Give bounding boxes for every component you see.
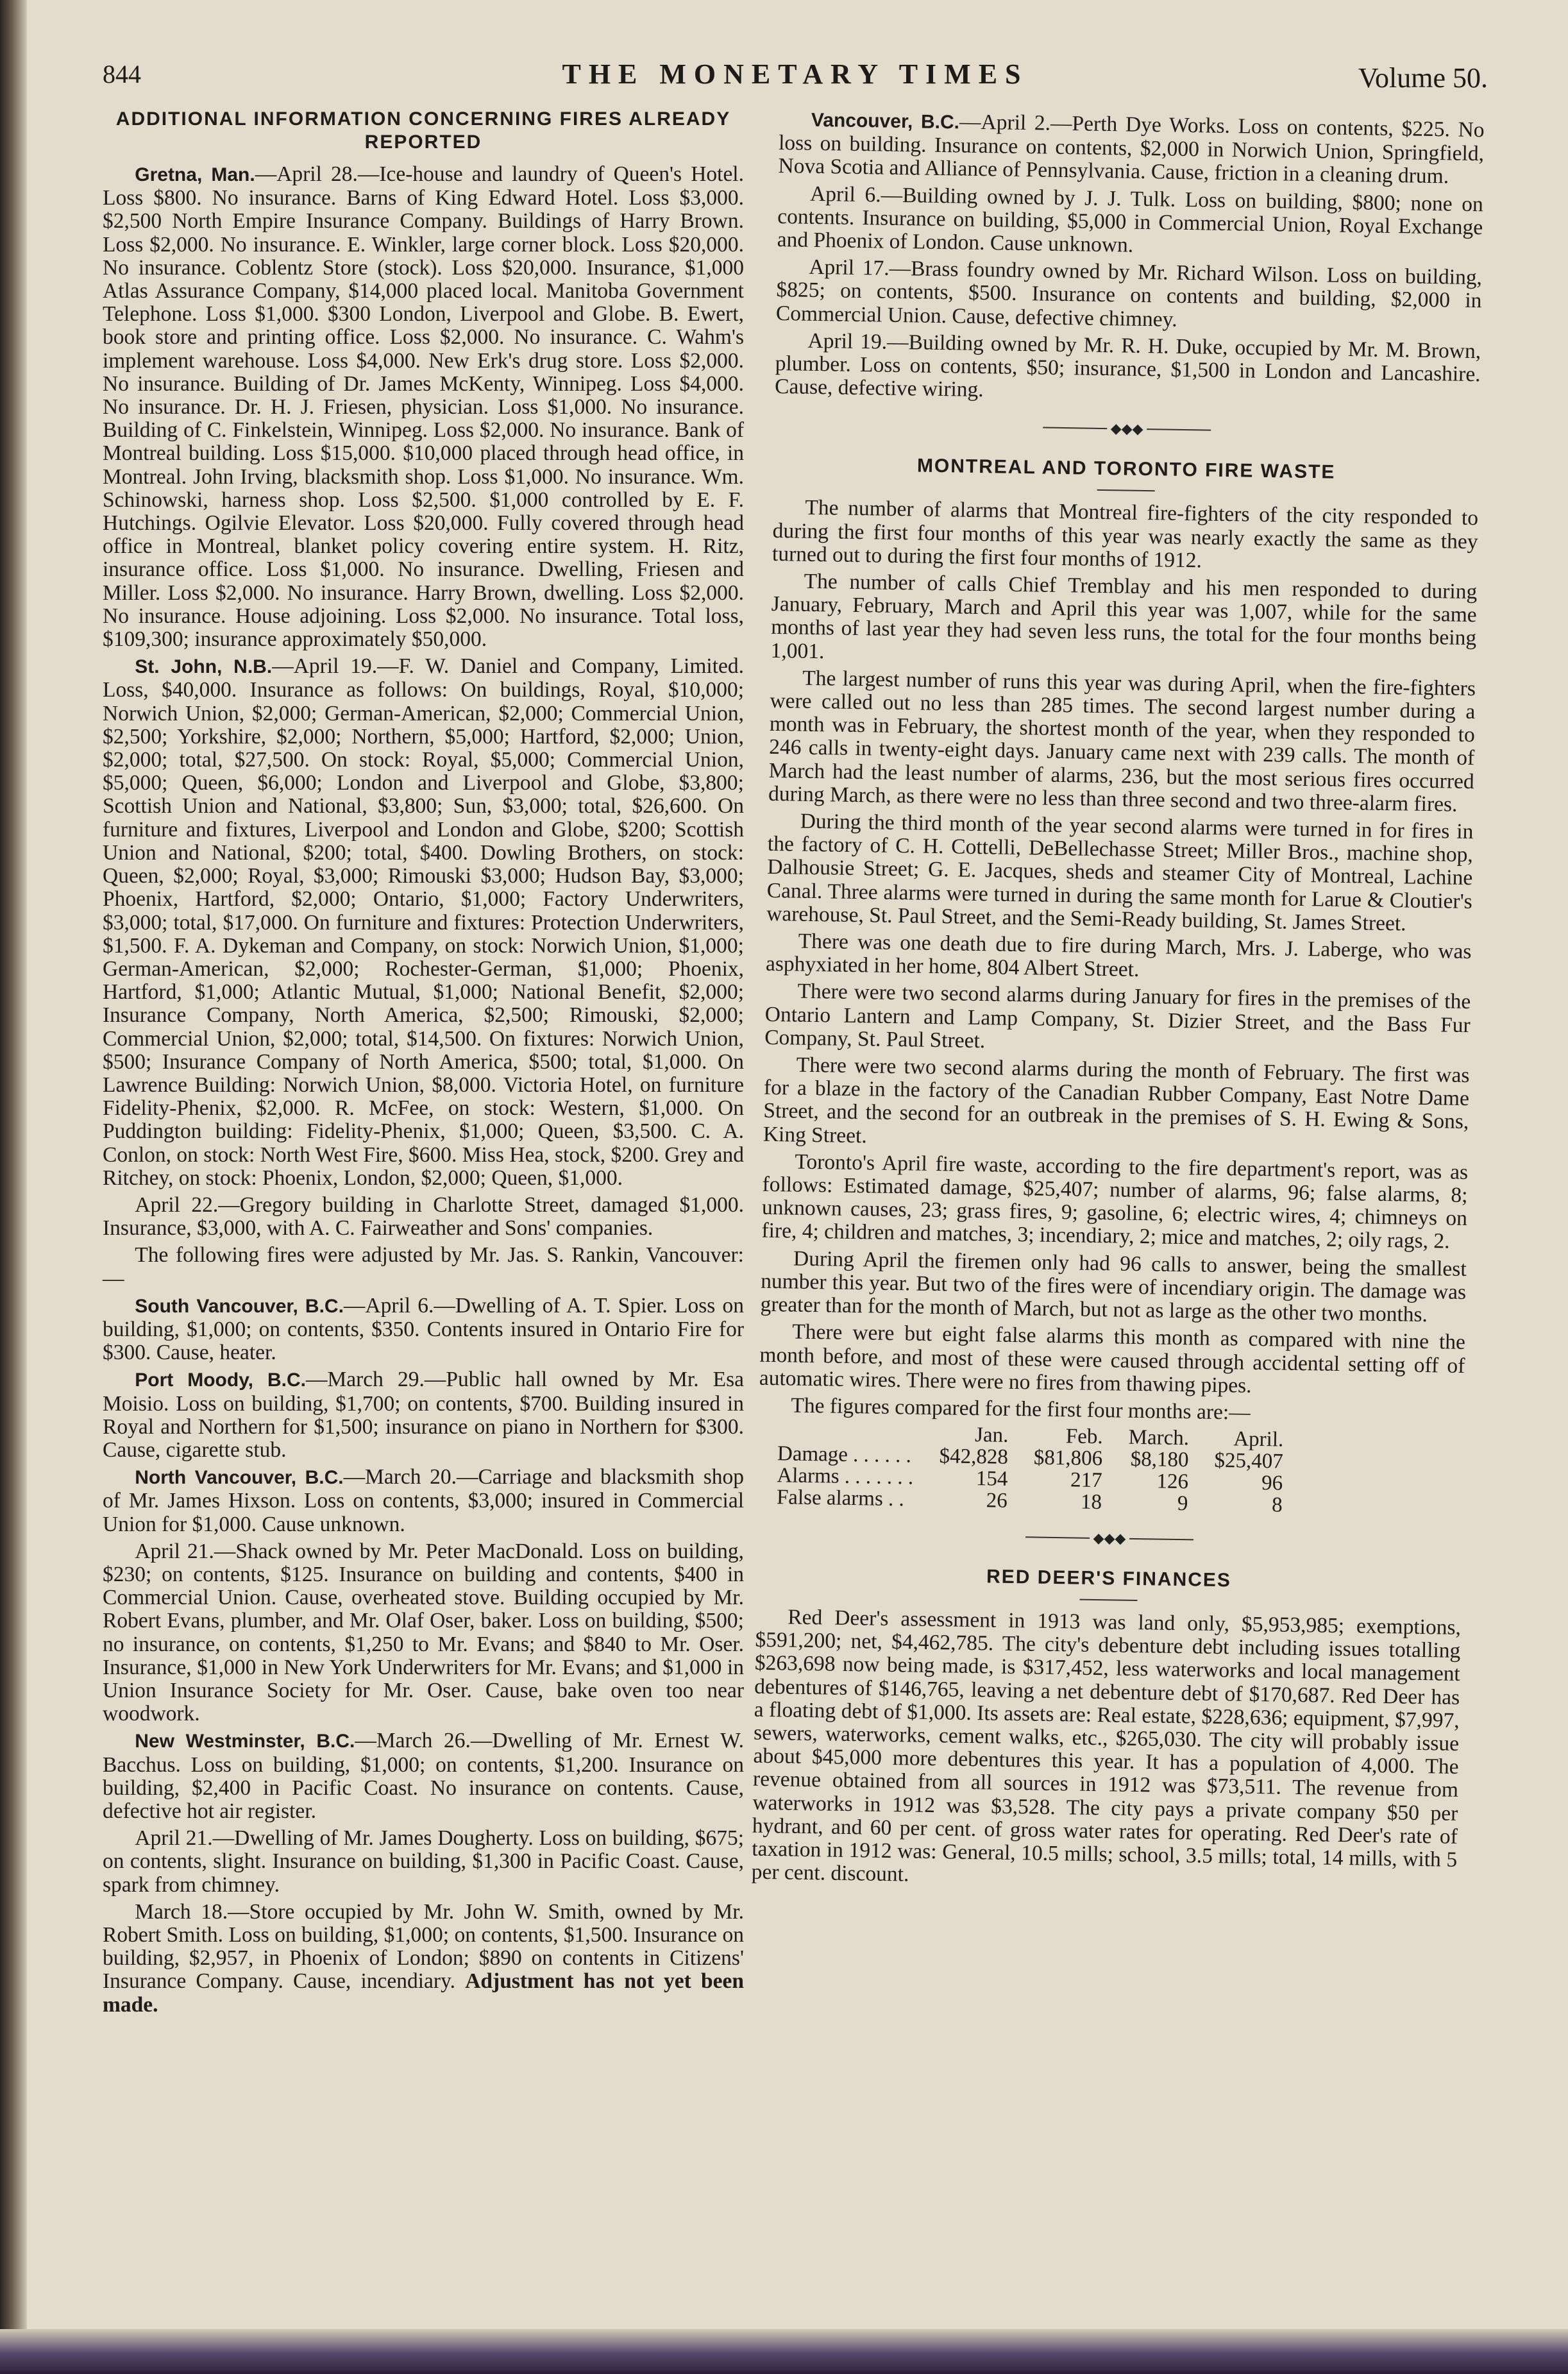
table-cell: 8 — [1271, 1493, 1283, 1517]
place-name: Port Moody, B.C. — [135, 1369, 306, 1391]
page-number: 844 — [103, 60, 141, 89]
new-westminster-report-2: April 21.—Dwelling of Mr. James Dougherty. Loss on building, $675; on contents, slight. Insurance on building, $1,300 in Pacific Coast. Cause, spark from chimney. — [103, 1826, 744, 1897]
section-ornament: ◆◆◆ — [757, 1525, 1462, 1551]
table-header-cell — [777, 1421, 914, 1445]
report-text: —March 20.—Carriage and blacksmith shop of Mr. James Hixson. Loss on contents, $3,000; insured in Commercial Union for $1,000. Cause unknown. — [103, 1465, 744, 1536]
reddeer-paragraph: Red Deer's assessment in 1913 was land only, $5,953,985; exemptions, $591,200; net, $4,462,785. The city's debenture debt including issues totalling $263,698 now being made, is $317,452, less waterworks and local management debentures of $146,765, leaving a net debenture debt of $170,687. Red Deer has a floating debt of $1,000. Its assets are: Real estate, $228,636; equipment, $7,997, sewers, waterworks, cement walks, etc., $265,030. The city will probably issue about $45,000 more debentures this year. It has a population of 4,000. The revenue obtained from all sources in 1912 was $73,511. The revenue from waterworks in 1912 was $3,528. The city pays a private company $50 per hydrant, and 60 per cent. of gross water rates for operating. Red Deer's rate of taxation in 1912 was: General, 10.5 mills; school, 3.5 mills; total, 14 mills, with 5 per cent. discount. — [751, 1605, 1462, 1886]
report-text: —March 26.—Dwelling of Mr. Ernest W. Bacchus. Loss on building, $1,000; on contents, $1,200. Insurance on building, $2,400 in Pacific Coast. No insurance on contents. Cause, defective hot air register. — [103, 1729, 744, 1824]
port-moody-report — [103, 1368, 744, 1462]
waste-paragraph: The number of alarms that Montreal fire-fighters of the city responded to during the first four months of this year was nearly exactly the same as they turned out to during the first four months of 1912. — [771, 496, 1479, 573]
table-cell: 26 — [986, 1489, 1008, 1513]
stjohn-report-2: April 22.—Gregory building in Charlotte Street, damaged $1,000. Insurance, $3,000, with A. C. Fairweather and Sons' companies. — [103, 1192, 744, 1241]
place-name: St. John, N.B. — [135, 656, 273, 678]
place-name: Vancouver, B.C. — [811, 109, 960, 133]
page-bottom-edge — [0, 2329, 1568, 2374]
report-text: —April 2.—Perth Dye Works. Loss on contents, $225. No loss on building. Insurance on contents, $2,000 in Norwich Union, Springfield, Nova Scotia and Alliance of Pennsylvania. Cause, friction in a cleaning drum. — [778, 110, 1485, 189]
vancouver-report-3: April 17.—Brass foundry owned by Mr. Richard Wilson. Loss on building, $825; on contents, $500. Insurance on contents and building, $2,000 in Commercial Union. Cause, defective chimney. — [775, 255, 1483, 332]
page-binding-edge — [0, 0, 27, 2374]
stjohn-report — [103, 655, 744, 1190]
table-cell: $25,407 — [1214, 1449, 1284, 1473]
heading-rule — [1080, 1599, 1138, 1601]
adjustment-note: Adjustment has not yet been made. — [103, 1969, 745, 2017]
table-cell: 217 — [1070, 1468, 1102, 1493]
left-column — [103, 108, 744, 2021]
waste-paragraph: The number of calls Chief Tremblay and his men responded to during January, February, March and April this year was 1,007, while for the same months of last year they had seven less runs, the total for the four months being 1,001. — [770, 569, 1478, 663]
table-cell: 18 — [1080, 1490, 1102, 1514]
table-cell: 96 — [1261, 1471, 1283, 1495]
section-ornament: ◆◆◆ — [774, 415, 1479, 441]
table-cell: 154 — [975, 1467, 1008, 1491]
table-cell: $42,828 — [939, 1445, 1009, 1469]
reddeer-heading: RED DEER'S FINANCES — [986, 1566, 1232, 1591]
vancouver-report — [778, 108, 1485, 189]
table-cell: $8,180 — [1130, 1447, 1189, 1472]
table-header-cell: Jan. — [974, 1423, 1009, 1447]
waste-heading: MONTREAL AND TORONTO FIRE WASTE — [916, 455, 1336, 484]
table-cell: 126 — [1156, 1470, 1189, 1494]
south-vancouver-report — [103, 1294, 744, 1365]
right-column — [751, 108, 1484, 1899]
table-header-cell: Feb. — [1065, 1425, 1103, 1449]
waste-paragraph: During the third month of the year second alarms were turned in for fires in the factory of C. H. Cottelli, DeBellechasse Street; Miller Bros., machine shop, Dalhousie Street; G. E. Jacques, sheds and steamer City of Montreal, Lachine Canal. Three alarms were turned in during the same month for Larue & Cloutier's warehouse, St. Paul Street, and the Semi-Ready building, St. James Street. — [766, 809, 1474, 936]
publication-title: THE MONETARY TIMES — [562, 58, 1029, 90]
waste-paragraph: Toronto's April fire waste, according to the fire department's report, was as follows: Estimated damage, $25,407; number of alarms, 96; false alarms, 8; unknown causes, 23; grass fires, 9; gasoline, 6; electric wires, 4; chimneys on fire, 4; children and matches, 3; incendiary, 2; mice and matches, 2; oily rags, 2. — [761, 1149, 1469, 1254]
waste-paragraph: There were but eight false alarms this month as compared with nine the month before, and most of these were caused through accidental setting off of automatic wires. There were no fires from thawing pipes. — [759, 1319, 1466, 1398]
vancouver-report-2: April 6.—Building owned by J. J. Tulk. Loss on building, $800; none on contents. Insurance on building, $5,000 in Commercial Union, Royal Exchange and Phoenix of London. Cause unknown. — [777, 182, 1484, 257]
heading-rule — [1097, 489, 1155, 491]
table-header-cell: April. — [1233, 1427, 1284, 1452]
north-vancouver-report-2: April 21.—Shack owned by Mr. Peter MacDonald. Loss on building, $230; on contents, $125. Insurance on building and contents, $400 in Commercial Union. Cause, overheated stove. Building occupied by Mr. Robert Evans, plumber, and Mr. Olaf Oser, baker. Loss on building, $500; no insurance, on contents, $1,250 to Mr. Evans; and $840 to Mr. Oser. Insurance, $1,000 in New York Underwriters for Mr. Evans; and $1,000 in Union Insurance Society for Mr. Oser. Cause, bake oven too near woodwork. — [103, 1539, 744, 1726]
volume-label: Volume 50. — [1358, 62, 1488, 94]
rankin-intro: The following fires were adjusted by Mr. Jas. S. Rankin, Vancouver:— — [103, 1243, 744, 1291]
report-text: —April 19.—F. W. Daniel and Company, Limited. Loss, $40,000. Insurance as follows: On buildings, Royal, $10,000; Norwich Union, $2,000; German-American, $2,000; Commercial Union, $2,500; Yorkshire, $2,000; Northern, $5,000; Hartford, $2,000; Union, $2,000; total, $27,500. On stock: Royal, $5,000; Commercial Union, $5,000; Queen, $6,000; London and Liverpool and Globe, $3,800; Scottish Union and National, $3,800; Sun, $3,000; total, $26,600. On furniture and fixtures, Liverpool and London and Globe, $200; Scottish Union and National, $200; total, $400. Dowling Brothers, on stock: Queen, $2,000; Royal, $3,000; Rimouski $3,000; Hudson Bay, $3,000; Phoenix, Hartford, $2,000; Ontario, $1,000; Factory Underwriters, $3,000; total, $17,000. On furniture and fixtures: Protection Underwriters, $1,500. F. A. Dykeman and Company, on stock: Norwich Union, $1,000; German-American, $2,000; Rochester-German, $1,000; Phoenix, Hartford, $1,000; Atlantic Mutual, $1,000; National Benefit, $2,000; Insurance Company, North America, $2,500; Rimouski, $2,000; Commercial Union, $2,000; total, $14,500. On fixtures: Norwich Union, $500; Insurance Company of North America, $500; total, $1,000. On Lawrence Building: Norwich Union, $8,000. Victoria Hotel, on furniture Fidelity-Phenix, $2,000. R. McFee, on stock: Western, $1,000. On Puddington building: Fidelity-Phenix, $1,000; Queen, $3,500. C. A. Conlon, on stock: North West Fire, $600. Miss Hea, stock, $200. Grey and Ritchey, on stock: Phoenix, London, $2,000; Queen, $1,000. — [103, 654, 745, 1190]
table-cell: $81,806 — [1033, 1446, 1103, 1471]
table-header-cell: March. — [1128, 1425, 1190, 1450]
vancouver-report-4: April 19.—Building owned by Mr. R. H. Duke, occupied by Mr. M. Brown, plumber. Loss on contents, $50; insurance, $1,500 in London and Lancashire. Cause, defective wiring. — [774, 328, 1481, 402]
waste-paragraph: The figures compared for the first four months are:— — [791, 1393, 1251, 1425]
row-label: False alarms . . — [776, 1486, 905, 1511]
gretna-report — [103, 163, 744, 651]
waste-paragraph: The largest number of runs this year was during April, when the fire-fighters were called out no less than 285 times. The second largest number during a month was in February, the shortest month of the year, when they responded to 246 calls in twenty-eight days. January came next with 239 calls. The month of March had the least number of alarms, 236, but the most serious fires occurred during March, as there were no less than three second and two three-alarm fires. — [768, 666, 1476, 817]
report-text: March 18.—Store occupied by Mr. John W. Smith, owned by Mr. Robert Smith. Loss on building, $1,000; on contents, $1,500. Insurance on building, $2,957, in Phoenix of London; $890 on contents in Citizens' Insurance Company. Cause, incendiary. — [103, 1899, 744, 1994]
waste-paragraph: There were two second alarms during the month of February. The first was for a blaze in the factory of the Canadian Rubber Company, East Notre Dame Street, and the second for an outbreak in the premises of S. H. Ewing & Sons, King Street. — [763, 1053, 1470, 1148]
report-text: —March 29.—Public hall owned by Mr. Esa Moisio. Loss on building, $1,700; on contents, $700. Building insured in Royal and Northern for $1,500; insurance on piano in Northern for $300. Cause, cigarette stub. — [103, 1368, 744, 1462]
row-label: Damage . . . . . . — [777, 1442, 912, 1468]
north-vancouver-report — [103, 1466, 744, 1536]
report-text: —April 28.—Ice-house and laundry of Queen's Hotel. Loss $800. No insurance. Barns of King Edward Hotel. Loss $3,000. $2,500 North Empire Insurance Company. Buildings of Harry Brown. Loss $2,000. No insurance. E. Winkler, large corner block. Loss $20,000. No insurance. Coblentz Store (stock). Loss $20,000. Insurance, $1,000 Atlas Assurance Company, $14,000 placed local. Manitoba Government Telephone. Loss $1,000. $300 London, Liverpool and Globe. B. Ewert, book store and printing office. Loss $2,000. No insurance. C. Wahm's implement warehouse. Loss $4,000. New Erk's drug store. Loss $2,000. No insurance. Building of Dr. James McKenty, Winnipeg. Loss $4,000. No insurance. Dr. H. J. Friesen, physician. Loss $1,000. No insurance. Building of C. Finkelstein, Winnipeg. Loss $2,000. No insurance. Bank of Montreal building. Loss $15,000. $10,000 placed through head office, in Montreal. John Irving, blacksmith shop. Loss $1,000. No insurance. Wm. Schinowski, harness shop. Loss $2,500. $1,000 controlled by E. F. Hutchings. Ogilvie Elevator. Loss $20,000. Fully covered through head office in Montreal, blanket policy covering entire system. H. Ritz, insurance office. Loss $1,000. No insurance. Dwelling, Friesen and Miller. Loss $2,000. No insurance. Harry Brown, dwelling. Loss $2,000. No insurance. House adjoining. Loss $2,000. No insurance. Total loss, $109,300; insurance approximately $50,000. — [103, 162, 744, 652]
fires-heading: ADDITIONAL INFORMATION CONCERNING FIRES ALREADY REPORTED — [115, 108, 731, 153]
place-name: South Vancouver, B.C. — [135, 1295, 344, 1317]
new-westminster-report — [103, 1729, 744, 1823]
running-header — [103, 55, 1488, 94]
place-name: North Vancouver, B.C. — [135, 1467, 344, 1489]
report-text: —April 6.—Dwelling of A. T. Spier. Loss on building, $1,000; on contents, $350. Contents insured in Ontario Fire for $300. Cause, heater. — [103, 1293, 744, 1365]
row-label: Alarms . . . . . . . — [777, 1464, 914, 1489]
four-month-figures-table — [777, 1421, 1284, 1516]
table-cell: 9 — [1177, 1492, 1188, 1516]
waste-paragraph: During April the firemen only had 96 calls to answer, being the smallest number this year. But two of the fires were of incendiary origin. The damage was greater than for the month of March, but not as large as the other two months. — [760, 1246, 1467, 1327]
waste-paragraph: There was one death due to fire during March, Mrs. J. Laberge, who was asphyxiated in her home, 804 Albert Street. — [765, 929, 1472, 982]
place-name: Gretna, Man. — [135, 164, 255, 185]
place-name: New Westminster, B.C. — [135, 1731, 355, 1752]
waste-paragraph: There were two second alarms during January for fires in the premises of the Ontario Lantern and Lamp Company, St. Dizier Street, and the Bass Fur Company, St. Paul Street. — [764, 979, 1471, 1053]
new-westminster-report-3 — [103, 1901, 744, 2017]
